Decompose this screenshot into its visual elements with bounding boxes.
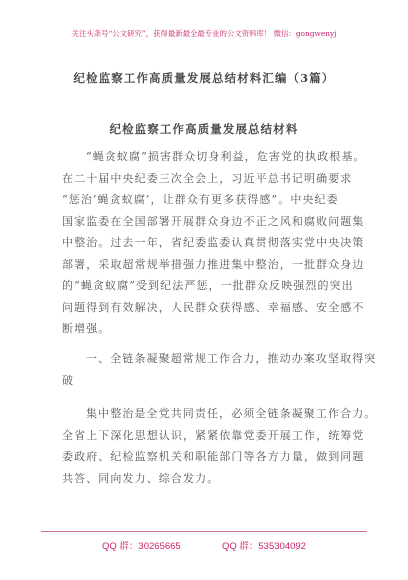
footer-divider: [41, 531, 367, 532]
section-title: 纪检监察工作高质量发展总结材料: [109, 122, 299, 136]
paragraph-line: 中整治。过去一年，省纪委监委认真贯彻落实党中央决策: [62, 236, 365, 249]
paragraph-line: 集中整治是全党共同责任，必须全链条凝聚工作合力。: [86, 407, 377, 420]
paragraph-line: 断增强。: [62, 322, 111, 335]
paragraph-line: 委政府、纪检监察机关和职能部门等各方力量，做到同题: [62, 450, 365, 463]
paragraph-2: [62, 403, 377, 489]
paragraph-line: 在二十届中央纪委三次全会上，习近平总书记明确要求: [62, 171, 353, 185]
header-promo-note: 关注头条号“公文研究”，获得最新最全最专业的公文资料库！ 微信：gongwenyj: [71, 29, 337, 38]
paragraph-line: 的“蝇贪蚁腐”受到纪法严惩，一批群众反映强烈的突出: [62, 279, 354, 292]
paragraph-line: “惩治‘蝇贪蚁腐’，让群众有更多获得感”。中央纪委: [62, 193, 339, 206]
paragraph-line: 国家监委在全国部署开展群众身边不正之风和腐败问题集: [62, 214, 365, 228]
paragraph-line: 问题得到有效解决，人民群众获得感、幸福感、安全感不: [62, 300, 365, 314]
heading-1: [62, 348, 377, 391]
footer-qq-group-1: QQ 群：30265665: [102, 541, 181, 552]
footer: [0, 538, 408, 552]
paragraph-line: “蝇贪蚁腐”损害群众切身利益，危害党的执政根基。: [86, 150, 366, 163]
footer-qq-group-2: QQ 群：535304092: [221, 541, 306, 552]
paragraph-line: 共答、同向发力、综合发力。: [62, 471, 220, 485]
document-title: 纪检监察工作高质量发展总结材料汇编（3篇）: [73, 71, 335, 85]
heading-line: 破: [62, 373, 75, 387]
paragraph-line: 全省上下深化思想认识，紧紧依靠党委开展工作，统筹党: [62, 428, 365, 442]
heading-line: 一、全链条凝聚超常规工作合力，推动办案攻坚取得突: [86, 352, 377, 365]
paragraph-1: [62, 146, 366, 340]
paragraph-line: 部署，采取超常规举措强力推进集中整治，一批群众身边: [62, 257, 365, 271]
